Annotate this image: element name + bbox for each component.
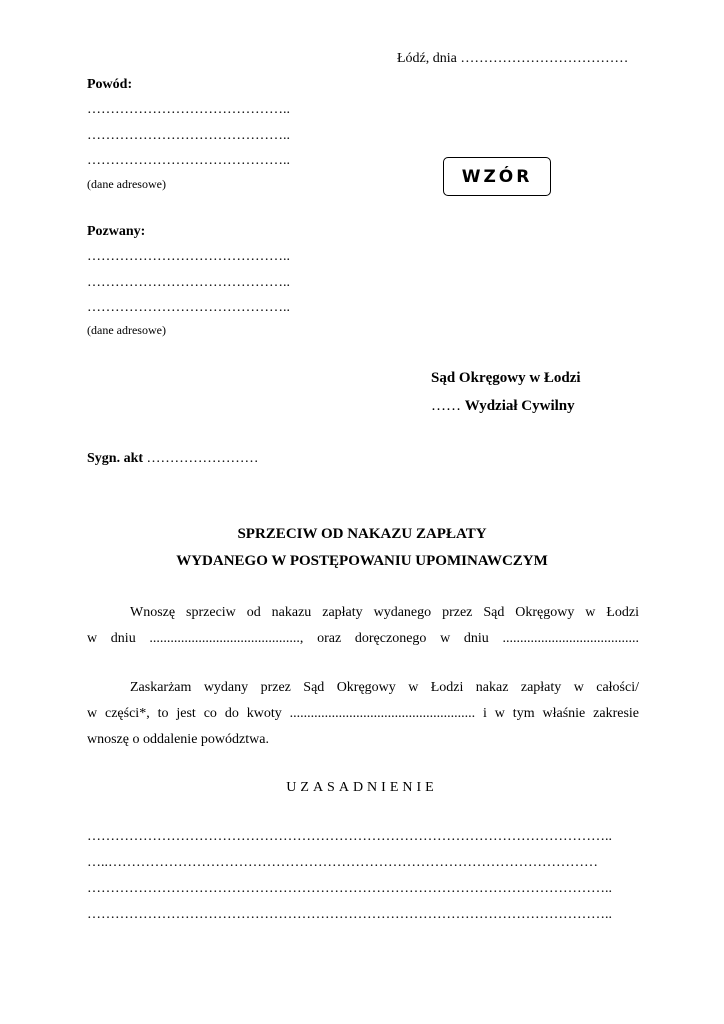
defendant-label: Pozwany: [87, 224, 146, 239]
template-stamp-text: WZÓR [461, 166, 533, 187]
objection-paragraph-line: Wnoszę sprzeciw od nakazu zapłaty wydanego przez Sąd Okręgowy w Łodzi [130, 605, 639, 620]
plaintiff-line: …………………………………….. [87, 128, 290, 143]
appeal-paragraph-line: Zaskarżam wydany przez Sąd Okręgowy w Łodzi nakaz zapłaty w całości/ [130, 680, 639, 695]
place-date: Łódź, dnia ……………………………… [397, 51, 629, 66]
plaintiff-line: …………………………………….. [87, 153, 290, 168]
court-division [431, 398, 575, 415]
appeal-paragraph-line: wnoszę o oddalenie powództwa. [87, 732, 269, 747]
justification-heading: UZASADNIENIE [286, 780, 438, 795]
defendant-line: …………………………………….. [87, 300, 290, 315]
justification-line: …..…………………………………………………………………………………………… [87, 855, 598, 870]
defendant-address-hint: (dane adresowe) [87, 323, 166, 337]
case-number-label: Sygn. akt [87, 451, 144, 466]
plaintiff-label: Powód: [87, 77, 133, 92]
case-number-dots: …………………… [146, 451, 259, 466]
defendant-line: …………………………………….. [87, 275, 290, 290]
document-title-line-2: WYDANEGO W POSTĘPOWANIU UPOMINAWCZYM [176, 553, 548, 569]
objection-paragraph-line: w dniu ..........................................., oraz doręczonego w dniu ....................................... [87, 631, 639, 646]
plaintiff-line: …………………………………….. [87, 102, 290, 117]
case-number [87, 451, 259, 467]
justification-line: ………………………………………………………………………………………………….. [87, 907, 612, 922]
template-stamp [443, 157, 551, 196]
justification-line: ………………………………………………………………………………………………….. [87, 829, 612, 844]
court-division-dots: …… [431, 398, 461, 414]
justification-line: ………………………………………………………………………………………………….. [87, 881, 612, 896]
defendant-line: …………………………………….. [87, 249, 290, 264]
appeal-paragraph-line: w części*, to jest co do kwoty ..................................................... i w tym właśnie zakresie [87, 706, 639, 721]
court-division-name: Wydział Cywilny [464, 398, 575, 414]
plaintiff-address-hint: (dane adresowe) [87, 177, 166, 191]
court-name: Sąd Okręgowy w Łodzi [431, 370, 581, 386]
document-title-line-1: SPRZECIW OD NAKAZU ZAPŁATY [237, 526, 487, 542]
